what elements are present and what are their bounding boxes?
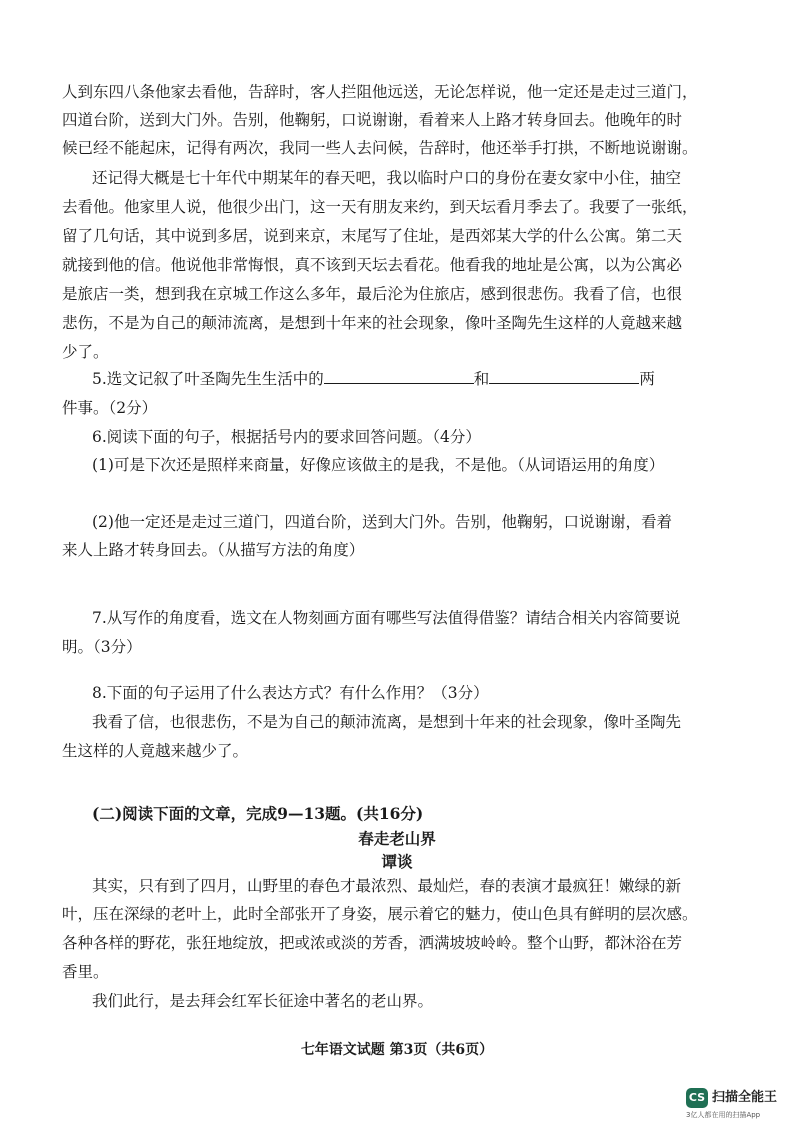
- q5-text-middle: 和: [473, 370, 490, 388]
- q8-quote-line-2: 生这样的人竟越来越少了。: [62, 742, 249, 760]
- q5-text-before: 5.选文记叙了叶圣陶先生生活中的: [92, 370, 324, 388]
- scanner-logo-icon: CS: [686, 1088, 708, 1108]
- page-footer: 七年语文试题 第3页（共6页）: [300, 1042, 494, 1058]
- article-line: 各种各样的野花，张狂地绽放，把或浓或淡的芳香，洒满坡坡岭岭。整个山野，都沐浴在芳: [62, 934, 683, 952]
- q5-answer-blank-1[interactable]: [324, 369, 474, 384]
- scanner-app-name: 扫描全能王: [712, 1090, 778, 1105]
- q7-line-2: 明。（3分）: [62, 638, 142, 656]
- q5-line-2: 件事。（2分）: [62, 399, 158, 417]
- section-2-heading: (二)阅读下面的文章，完成9—13题。(共16分): [92, 804, 424, 823]
- q7-line-1: 7.从写作的角度看，选文在人物刻画方面有哪些写法值得借鉴？请结合相关内容简要说: [92, 609, 681, 627]
- passage-line: 少了。: [62, 343, 109, 361]
- q5-answer-blank-2[interactable]: [489, 369, 639, 384]
- article-line: 我们此行，是去拜会红军长征途中著名的老山界。: [92, 992, 434, 1010]
- q6-sub-1: (1)可是下次还是照样来商量，好像应该做主的是我，不是他。（从词语运用的角度）: [92, 456, 665, 474]
- passage-line: 就接到他的信。他说他非常悔恨，真不该到天坛去看花。他看我的地址是公寓，以为公寓必: [62, 256, 683, 274]
- scanner-tagline: 3亿人都在用的扫描App: [686, 1111, 761, 1119]
- article-title: 春走老山界: [358, 829, 436, 848]
- passage-line: 四道台阶，送到大门外。告别，他鞠躬，口说谢谢，看着来人上路才转身回去。他晚年的时: [62, 111, 683, 129]
- q6-sub-2-line-2: 来人上路才转身回去。（从描写方法的角度）: [62, 541, 365, 559]
- passage-line: 留了几句话，其中说到多居，说到来京，末尾写了住址，是西郊某大学的什么公寓。第二天: [62, 227, 683, 245]
- passage-line: 还记得大概是七十年代中期某年的春天吧，我以临时户口的身份在妻女家中小住，抽空: [92, 169, 682, 187]
- passage-line: 是旅店一类，想到我在京城工作这么多年，最后沦为住旅店，感到很悲伤。我看了信，也很: [62, 285, 683, 303]
- q5-text-after: 两: [639, 370, 655, 388]
- passage-line: 人到东四八条他家去看他，告辞时，客人拦阻他远送，无论怎样说，他一定还是走过三道门，: [62, 83, 698, 101]
- q6-stem: 6.阅读下面的句子，根据括号内的要求回答问题。（4分）: [92, 428, 481, 446]
- article-author: 谭谈: [381, 852, 413, 871]
- passage-line: 去看他。他家里人说，他很少出门，这一天有朋友来约，到天坛看月季去了。我要了一张纸，: [62, 198, 698, 216]
- passage-line: 悲伤，不是为自己的颠沛流离，是想到十年来的社会现象，像叶圣陶先生这样的人竟越来越: [62, 314, 683, 332]
- q8-stem: 8.下面的句子运用了什么表达方式？有什么作用？（3分）: [92, 684, 489, 702]
- q8-quote-line-1: 我看了信，也很悲伤，不是为自己的颠沛流离，是想到十年来的社会现象，像叶圣陶先: [92, 713, 682, 731]
- article-line: 其实，只有到了四月，山野里的春色才最浓烈、最灿烂，春的表演才最疯狂！嫩绿的新: [92, 877, 682, 895]
- scanner-watermark: [686, 1086, 790, 1122]
- q6-sub-2-line-1: (2)他一定还是走过三道门，四道台阶，送到大门外。告别，他鞠躬，口说谢谢，看着: [92, 513, 672, 531]
- passage-line: 候已经不能起床，记得有两次，我同一些人去问候，告辞时，他还举手打拱，不断地说谢谢。: [62, 139, 698, 157]
- article-line: 叶，压在深绿的老叶上，此时全部张开了身姿，展示着它的魅力，使山色具有鲜明的层次感。: [62, 905, 698, 923]
- article-line: 香里。: [62, 963, 109, 981]
